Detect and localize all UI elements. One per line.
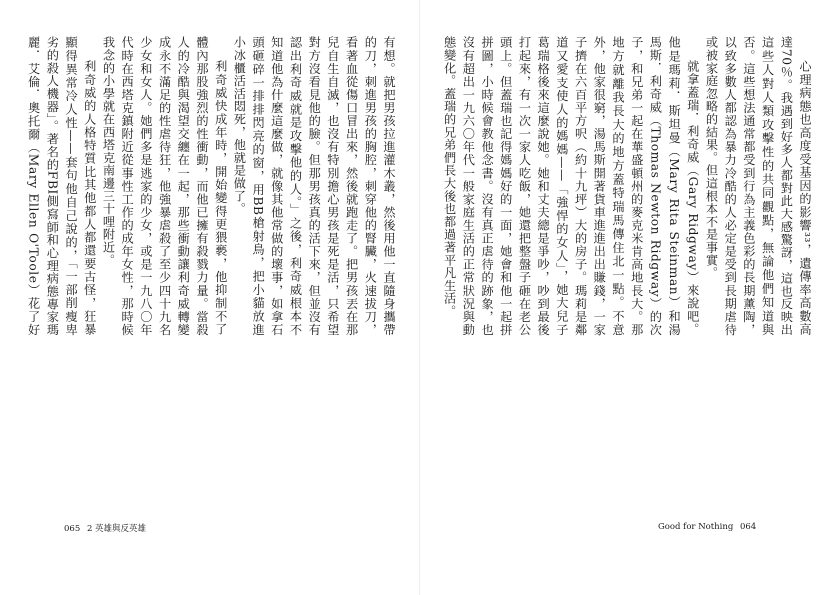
right-page: [420, 0, 839, 595]
left-page-footer: [64, 522, 146, 534]
paragraph: [438, 36, 440, 336]
paragraph: 心理病態也高度受基因的影響³³，遺傳率高數高達70％。我遇到好多人都對此大感驚訝，這也反映出這些人對人類攻擊性的共同觀點，無論他們知道與否。這些想法通常都受到行為主義色彩的長期薰陶，以致多數人都認為暴力冷酷的人必定是受到長期虐待或被家庭忽略的結果。但這根本不是事實。: [704, 36, 812, 336]
right-page-footer: [658, 522, 756, 532]
paragraph: 利奇威的人格特質比其他都人都還要古怪，狂暴顯得異常冷人性——套句他自己說的，「一部削瘦卑劣的殺人機器」。著名的FBI側寫師和心理病態專家瑪麗．艾倫．奧托爾（Mary Ellen O'Toole）花了好: [26, 36, 97, 336]
left-page-text: [22, 36, 398, 336]
page-number: 065: [64, 524, 81, 534]
right-page-text: [438, 36, 814, 336]
paragraph: 有想。就把男孩拉進灌木叢，然後用他一直隨身攜帶的刀，刺進男孩的胸腔，刺穿他的腎臟，火速拔刀，看著血從傷口冒出來，然後就跑走了。把男孩丟在那兒自生自滅，也沒有特別擔心男孩是死是活，只希望對方沒看見他的臉。但那男孩真的活下來，但並沒有認出利奇威就是攻擊他的人。」之後，利奇威根本不知道他為什麼這麼做，就像其他常做的壞事，如拿石頭砸碎一排排閃亮的窗，用BB槍射鳥，把小貓放進小冰櫃活活悶死，他就是做了。: [232, 36, 396, 336]
running-title: 2 英雄與反英雄: [86, 524, 147, 534]
page-number: 064: [739, 522, 757, 532]
running-title: Good for Nothing: [658, 522, 734, 532]
left-page: [0, 0, 419, 595]
paragraph: 就拿蓋瑞．利奇威（Gary Ridgway）來說吧。他是瑪莉．斯坦曼（Mary Rita Steinman）和湯馬斯．利奇威（Thomas Newton Ridgway）的次子，和兄弟一起在華盛頓州的麥克米肯高地長大。那地方就離我長大的地方蓋特瑞馬傳住北一點。不意外，他家很窮，湯馬斯開著貨車進進出出賺錢，一家子擠在六百平方呎（約十九坪）大的房子。瑪莉是鄰道又愛支使人的媽媽——「強悍的女人」，她大兒子葛瑞格後來這麼說她。她和丈夫總是爭吵，吵到最後打起來，有一次一家人吃飯，她還把整盤子砸在老公頭上。但蓋瑞也記得媽媽好的一面，她會和他一起拼拼圖，小時候會教他念書。沒有真正虐待的跡象，也沒有超出一九六〇年代一般家庭生活的正常狀況與動態變化。蓋瑞的兄弟們長大後也都過著平凡生活。: [442, 36, 700, 336]
paragraph: 利奇威快成年時，開始變得更猥褻，他抑制不了體內那股強烈的性衝動，而他已擁有殺戮力量。當殺人的冷酷與渴望交纏在一起，那些衝動讓利奇威轉變成永不滿足的性虐待狂，他強暴虐殺了至少四十九名少女和女人。她們多是逃家的少女，或是一九八〇年代時在西塔克鎮附近從事性工作的成年女性，那時候我念的小學就在西塔克南邊三十哩附近。: [101, 36, 228, 336]
